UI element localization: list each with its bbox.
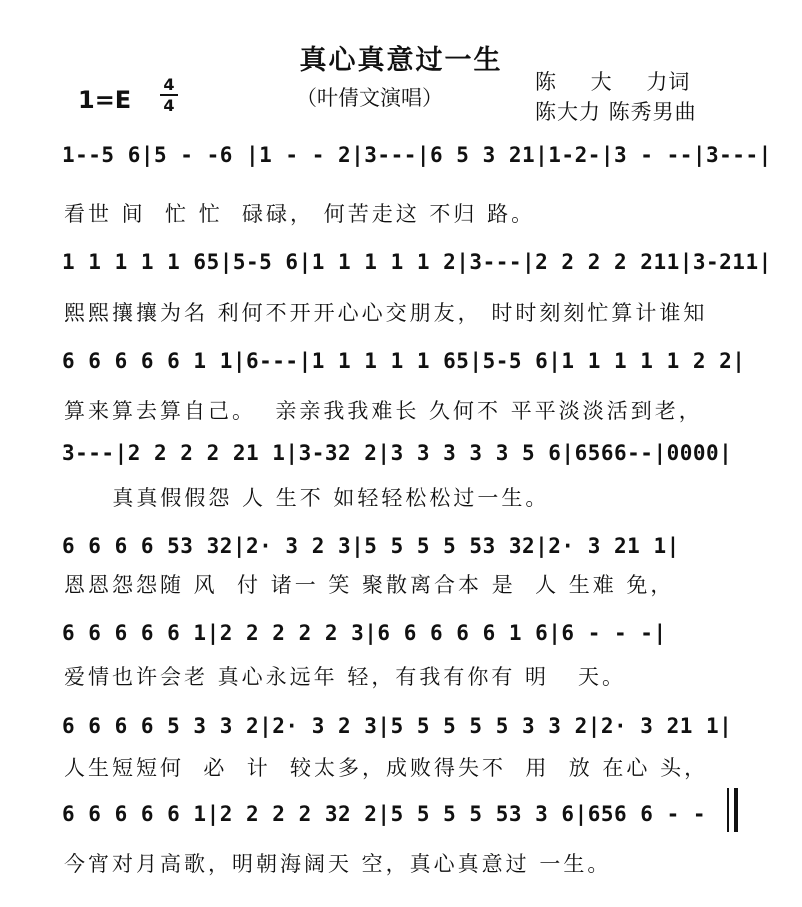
notation-row-5: 6 6 6 6 53 32|2· 3 2 3|5 5 5 5 53 32|2· 3 21 1| <box>62 534 680 558</box>
time-signature-bottom: 4 <box>163 96 175 115</box>
final-barline-thick <box>734 788 738 832</box>
song-title: 真心真意过一生 <box>299 45 503 76</box>
notation-row-3: 6 6 6 6 6 1 1|6---|1 1 1 1 1 65|5-5 6|1 1 1 1 1 2 2| <box>62 349 746 373</box>
lyric-row-6: 爱情也许会老 真心永远年 轻，有我有你有 明 天。 <box>64 665 627 689</box>
key-signature: 1=E <box>78 86 132 114</box>
time-signature-top: 4 <box>163 75 175 94</box>
lyricist-credit: 陈 大 力词 <box>535 70 691 94</box>
lyric-row-1: 看世 间 忙 忙 碌碌， 何苦走这 不归 路。 <box>64 202 536 226</box>
notation-row-2: 1 1 1 1 1 65|5-5 6|1 1 1 1 1 2|3---|2 2 2 2 211|3-211| <box>62 250 772 274</box>
lyric-row-3: 算来算去算自己。 亲亲我我难长 久何不 平平淡淡活到老， <box>64 399 703 423</box>
lyric-row-8: 今宵对月高歌，明朝海阔天 空，真心真意过 一生。 <box>64 852 612 876</box>
composer-credit: 陈大力 陈秀男曲 <box>535 100 697 124</box>
notation-row-6: 6 6 6 6 6 1|2 2 2 2 2 3|6 6 6 6 6 1 6|6 - - -| <box>62 621 667 645</box>
final-barline-thin <box>727 788 729 832</box>
lyric-row-7: 人生短短何 必 计 较太多，成败得失不 用 放 在心 头， <box>64 756 709 780</box>
notation-row-4: 3---|2 2 2 2 21 1|3-32 2|3 3 3 3 3 5 6|6566--|0000| <box>62 441 733 465</box>
notation-row-1: 1--5 6|5 - -6 |1 - - 2|3---|6 5 3 21|1-2-|3 - --|3---| <box>62 143 772 167</box>
notation-row-7: 6 6 6 6 5 3 3 2|2· 3 2 3|5 5 5 5 5 3 3 2|2· 3 21 1| <box>62 714 733 738</box>
lyric-row-2: 熙熙攘攘为名 利何不开开心心交朋友， 时时刻刻忙算计谁知 <box>64 301 708 325</box>
time-signature <box>160 76 178 114</box>
lyric-row-4: 真真假假怨 人 生不 如轻轻松松过一生。 <box>64 486 550 510</box>
notation-row-8: 6 6 6 6 6 1|2 2 2 2 32 2|5 5 5 5 53 3 6|656 6 - - <box>62 802 707 826</box>
lyric-row-5: 恩恩怨怨随 风 付 诸一 笑 聚散离合本 是 人 生难 免， <box>64 573 675 597</box>
singer-credit: （叶倩文演唱） <box>296 86 443 110</box>
